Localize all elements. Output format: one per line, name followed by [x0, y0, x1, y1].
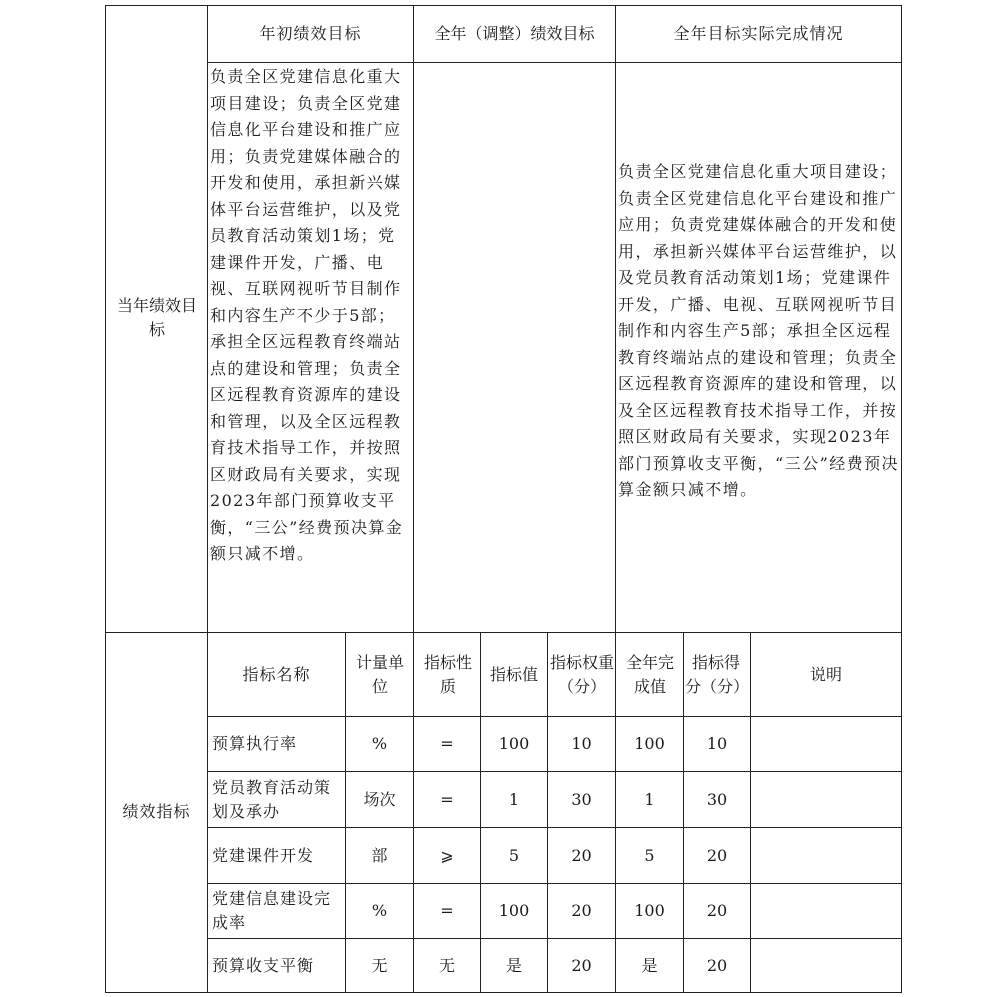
header-adjusted-goal: 全年（调整）绩效目标 [434, 24, 595, 43]
table-row-completed: 100 [634, 734, 665, 753]
table-row-note [751, 939, 901, 992]
table-row-completed: 5 [644, 845, 655, 865]
col-nature: 指标性质 [423, 652, 472, 696]
table-row-value: 100 [498, 901, 530, 920]
table-row-weight: 20 [571, 845, 592, 865]
initial-goal-text: 负责全区党建信息化重大项目建设；负责全区党建信息化平台建设和推广应用；负责党建媒体融合的开发和使用，承担新兴媒体平台运营维护，以及党员教育活动策划1场；党建课件开发，广播、电视、互联网视听节目制作和内容生产不少于5部；承担全区远程教育终端站点的建设和管理；负责全区远程教育资源库的建设和管理，以及全区远程教育技术指导工作，并按照区财政局有关要求，实现2023年部门预算收支平衡，“三公”经费预决算金额只减不增。 [210, 67, 404, 563]
col-note: 说明 [809, 664, 842, 684]
table-row-value: 是 [505, 955, 522, 975]
table-row-unit: 无 [371, 955, 388, 975]
table-row-score: 30 [706, 789, 728, 809]
table-row-nature: ⩾ [440, 845, 454, 865]
table-row-name: 党建信息建设完成率 [212, 889, 332, 932]
table-row-score: 10 [706, 734, 728, 753]
border-right [901, 5, 902, 993]
table-row-name: 党员教育活动策划及承办 [212, 777, 332, 821]
actual-completion-text: 负责全区党建信息化重大项目建设；负责全区党建信息化平台建设和推广应用；负责党建媒体融合的开发和使用，承担新兴媒体平台运营维护，以及党员教育活动策划1场；党建课件开发，广播、电视、互联网视听节目制作和内容生产5部；承担全区远程教育终端站点的建设和管理；负责全区远程教育资源库的建设和管理，以及全区远程教育技术指导工作，并按照区财政局有关要求，实现2023年部门预算收支平衡，“三公”经费预决算金额只减不增。 [618, 162, 900, 499]
border-upper-col2 [413, 5, 414, 633]
table-row-completed: 是 [641, 955, 658, 975]
table-row-weight: 30 [571, 789, 592, 809]
col-score: 指标得分（分） [685, 652, 750, 696]
table-row-value: 100 [498, 734, 530, 753]
table-row-nature: = [440, 901, 454, 920]
border-left [105, 5, 106, 993]
table-row-nature: = [440, 789, 454, 809]
table-row-note [751, 884, 901, 938]
col-indicator-name: 指标名称 [242, 664, 311, 684]
border-upper-col3 [615, 5, 616, 633]
table-row-unit: % [371, 901, 388, 920]
border-header-bottom [207, 62, 902, 63]
table-row-value: 1 [508, 789, 520, 809]
indicators-label: 绩效指标 [122, 802, 191, 821]
table-row-name: 党建课件开发 [212, 845, 315, 865]
table-row-score: 20 [706, 901, 728, 920]
table-row-completed: 1 [644, 789, 655, 809]
table-row-unit: 场次 [363, 789, 396, 809]
col-value: 指标值 [489, 664, 538, 684]
table-row-value: 5 [508, 845, 520, 865]
col-weight: 指标权重（分） [550, 652, 615, 696]
table-row-note [751, 772, 901, 827]
table-row-note [751, 717, 901, 771]
header-actual-completion: 全年目标实际完成情况 [673, 24, 844, 43]
border-bottom [105, 992, 902, 993]
annual-goal-label: 当年绩效目标 [116, 296, 197, 339]
table-row-weight: 10 [571, 734, 592, 753]
table-row-score: 20 [706, 845, 728, 865]
table-row-nature: 无 [438, 955, 455, 975]
col-unit: 计量单位 [355, 652, 404, 696]
table-row-name: 预算收支平衡 [212, 955, 315, 975]
table-row-weight: 20 [571, 901, 592, 920]
table-row-weight: 20 [571, 955, 592, 975]
table-row-unit: 部 [371, 845, 388, 865]
table-row-nature: = [440, 734, 454, 753]
table-row-name: 预算执行率 [212, 734, 298, 753]
table-row-score: 20 [706, 955, 728, 975]
table-row-unit: % [371, 734, 388, 753]
header-initial-goal: 年初绩效目标 [259, 24, 362, 43]
col-completed: 全年完成值 [625, 652, 674, 696]
table-row-completed: 100 [634, 901, 665, 920]
table-row-note [751, 828, 901, 883]
